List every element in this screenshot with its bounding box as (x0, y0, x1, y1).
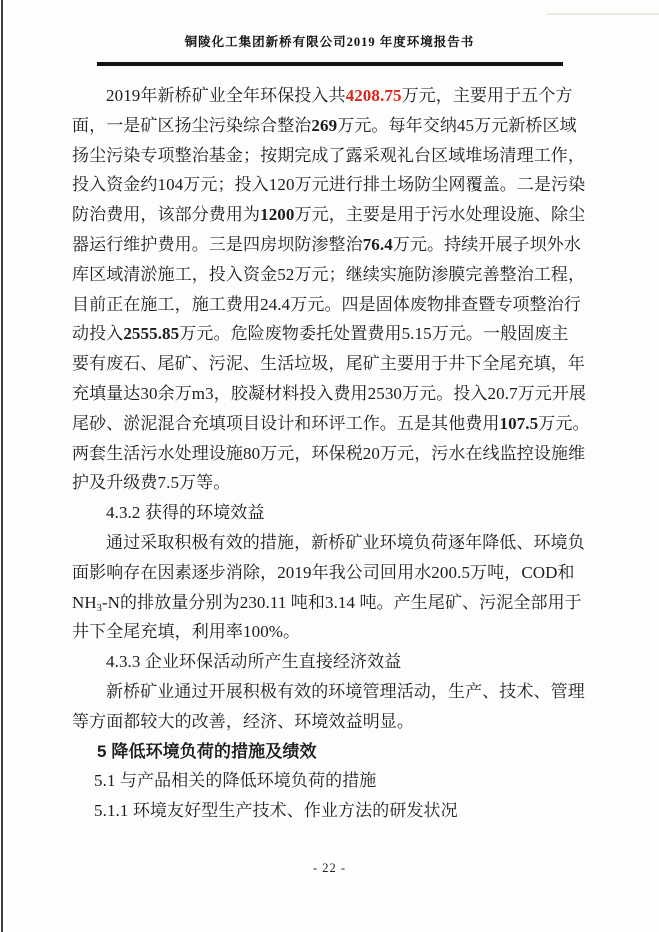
text-line (72, 588, 588, 618)
section-heading-4-3-2 (72, 498, 588, 528)
text-segment: 动投入 (72, 324, 124, 344)
text-segment: 3 (96, 602, 102, 614)
text-line (72, 230, 588, 260)
text-line (72, 81, 588, 111)
text-line (72, 439, 588, 469)
text-segment: 4.3.2 获得的环境效益 (106, 503, 265, 523)
text-line (72, 349, 588, 379)
text-line (72, 141, 588, 171)
body-text (72, 81, 588, 826)
text-segment: 5 降低环境负荷的措施及绩效 (97, 741, 317, 761)
page-header-title: 铜陵化工集团新桥有限公司2019 年度环境报告书 (184, 35, 475, 49)
text-segment: 万元。每年交纳45万元新桥区域 (337, 115, 577, 135)
text-line (72, 290, 588, 320)
text-segment: 万元。危险废物委托处置费用5.15万元。一般固废主 (179, 324, 569, 344)
text-segment: 井下全尾充填，利用率100%。 (72, 622, 301, 642)
text-segment: 充填量达30余万m3，胶凝材料投入费用2530万元。投入20.7万元开展 (72, 383, 587, 403)
text-segment: 2019年新桥矿业全年环保投入共 (106, 86, 346, 105)
text-segment: 面影响存在因素逐步消除，2019年我公司回用水200.5万吨，COD和 (72, 562, 575, 582)
text-segment: 5.1 与产品相关的降低环境负荷的措施 (94, 771, 377, 791)
page-number: - 22 - (312, 861, 347, 875)
text-line (72, 409, 588, 439)
text-line (72, 260, 588, 290)
text-segment: 万元，主要用于五个方 (401, 86, 573, 105)
scan-artifact-line (547, 13, 659, 15)
text-segment: 投入资金约104万元；投入120万元进行排土场防尘网覆盖。二是污染 (72, 175, 586, 195)
text-line (72, 707, 588, 737)
text-line (72, 379, 588, 409)
text-line (72, 558, 588, 588)
text-line (72, 677, 588, 707)
text-segment: 1200 (260, 205, 295, 225)
section-heading-5 (72, 737, 588, 767)
text-segment: NH (72, 592, 97, 612)
text-segment: 107.5 (499, 413, 539, 433)
text-segment: 两套生活污水处理设施80万元，环保税20万元，污水在线监控设施维 (72, 443, 586, 463)
text-line (72, 111, 588, 141)
section-heading-4-3-3 (72, 647, 588, 677)
text-segment: 万元。持续开展子坝外水 (392, 234, 581, 254)
text-line (72, 319, 588, 349)
text-segment: 万元，主要是用于污水处理设施、除尘 (294, 205, 586, 225)
text-segment: 器运行维护费用。三是四房坝防渗整治 (72, 234, 363, 254)
text-line (72, 200, 588, 230)
page-edge-line (1, 0, 3, 932)
header-rule (97, 62, 563, 66)
section-heading-5-1 (72, 766, 588, 796)
section-heading-5-1-1 (72, 796, 588, 826)
text-segment: 通过采取积极有效的措施，新桥矿业环境负荷逐年降低、环境负 (106, 532, 585, 552)
text-segment: -N的排放量分别为230.11 吨和3.14 吨。产生尾矿、污泥全部用于 (101, 592, 582, 612)
text-segment: 扬尘污染专项整治基金；按期完成了露采观礼台区域堆场清理工作， (72, 145, 585, 165)
text-segment: 面，一是矿区扬尘污染综合整治 (72, 115, 312, 135)
text-segment: 5.1.1 环境友好型生产技术、作业方法的研发状况 (94, 801, 458, 821)
text-line (72, 528, 588, 558)
text-segment: 4.3.3 企业环保活动所产生直接经济效益 (106, 652, 402, 672)
text-segment: 万元。 (538, 413, 590, 433)
text-segment: 新桥矿业通过开展积极有效的环境管理活动，生产、技术、管理 (106, 681, 585, 701)
text-line (72, 468, 588, 498)
highlighted-value: 4208.75 (345, 86, 402, 105)
text-line (72, 170, 588, 200)
text-segment: 要有废石、尾矿、污泥、生活垃圾，尾矿主要用于井下全尾充填，年 (72, 354, 585, 374)
text-segment: 尾砂、淤泥混合充填项目设计和环评工作。五是其他费用 (72, 413, 500, 433)
text-line (72, 617, 588, 647)
text-segment: 护及升级费7.5万等。 (72, 473, 231, 493)
text-segment: 269 (311, 115, 338, 135)
text-segment: 防治费用，该部分费用为 (72, 205, 261, 225)
text-segment: 目前正在施工，施工费用24.4万元。四是固体废物排查暨专项整治行 (72, 294, 581, 314)
text-segment: 76.4 (362, 234, 393, 254)
text-segment: 2555.85 (123, 324, 180, 344)
text-segment: 等方面都较大的改善，经济、环境效益明显。 (72, 711, 414, 731)
text-segment: 库区域清淤施工，投入资金52万元；继续实施防渗膜完善整治工程， (72, 264, 586, 284)
